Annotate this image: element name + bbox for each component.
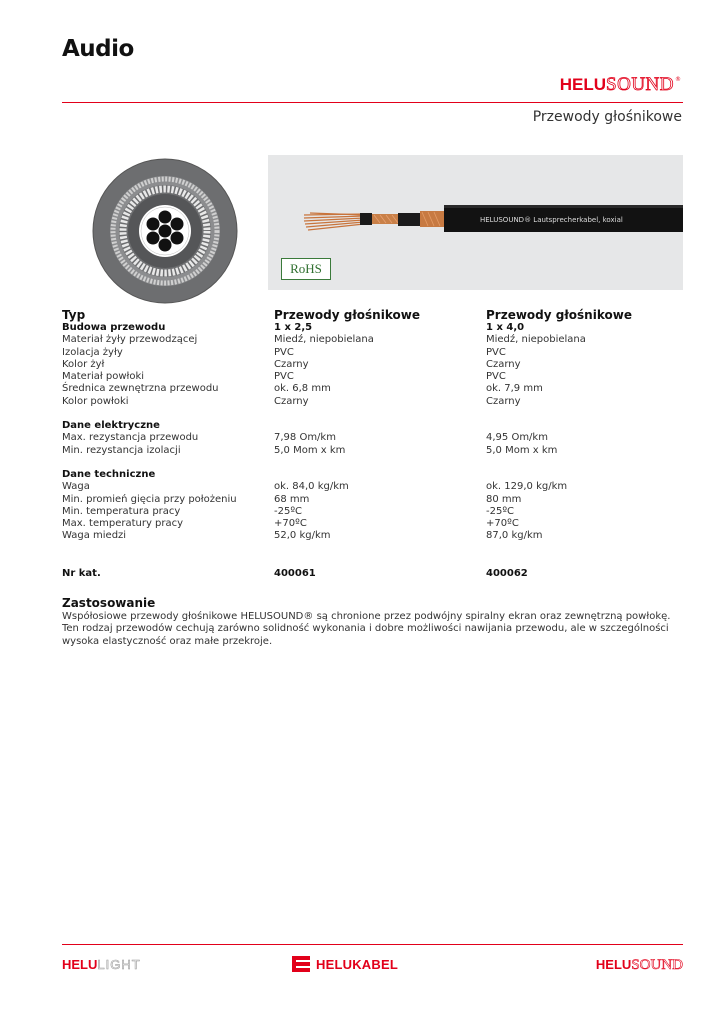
spec-cell-label: Waga miedzi xyxy=(62,530,127,542)
top-divider xyxy=(62,102,683,103)
spec-row xyxy=(62,481,702,493)
col-b-header: Przewody głośnikowe xyxy=(486,308,632,322)
spec-cell-a: PVC xyxy=(274,346,294,358)
helulight-logo xyxy=(62,958,141,972)
application-title: Zastosowanie xyxy=(62,596,156,610)
spec-cell-a: 68 mm xyxy=(274,493,310,505)
construction-a: 1 x 2,5 xyxy=(274,322,313,333)
electrical-header: Dane elektryczne xyxy=(62,420,160,432)
spec-cell-label: Min. promień gięcia przy położeniu xyxy=(62,493,237,505)
footer-left-helu: HELU xyxy=(62,957,98,972)
construction-label: Budowa przewodu xyxy=(62,322,166,333)
spec-cell-b: 87,0 kg/km xyxy=(486,530,543,542)
spec-cell-b: +70ºC xyxy=(486,518,519,530)
spec-cell-a: 5,0 Mom x km xyxy=(274,444,346,456)
spec-cell-a: 7,98 Om/km xyxy=(274,432,336,444)
cable-print-text: HELUSOUND® Lautsprecherkabel, koxial xyxy=(480,216,623,224)
footer-mid-text: HELUKABEL xyxy=(316,956,398,972)
spec-row xyxy=(62,494,702,506)
spec-cell-b: PVC xyxy=(486,346,506,358)
spec-cell-label: Materiał powłoki xyxy=(62,371,145,383)
spec-row xyxy=(62,432,702,444)
spec-cell-b: -25ºC xyxy=(486,505,515,517)
spec-cell-label: Min. rezystancja izolacji xyxy=(62,444,181,456)
spec-cell-b: ok. 7,9 mm xyxy=(486,383,543,395)
spec-cell-b: ok. 129,0 kg/km xyxy=(486,481,568,493)
logo-registered-mark: ® xyxy=(675,76,681,83)
spec-cell-label: Max. temperatury pracy xyxy=(62,518,184,530)
part-number-label: Nr kat. xyxy=(62,567,101,579)
bottom-divider xyxy=(62,944,683,945)
spec-cell-b: Czarny xyxy=(486,358,521,370)
part-number-b: 400062 xyxy=(486,567,528,579)
spec-cell-label: Max. rezystancja przewodu xyxy=(62,432,199,444)
rohs-badge: RoHS xyxy=(281,258,331,280)
page-subtitle: Przewody głośnikowe xyxy=(532,109,682,125)
typ-label: Typ xyxy=(62,308,86,322)
spec-cell-b: Miedź, niepobielana xyxy=(486,334,586,346)
spec-cell-b: 80 mm xyxy=(486,493,522,505)
spec-cell-label: Waga xyxy=(62,481,90,493)
part-number-row xyxy=(62,568,702,580)
spec-row xyxy=(62,334,702,346)
footer-helusound-logo xyxy=(596,958,683,972)
spec-cell-a: -25ºC xyxy=(274,505,303,517)
application-text: Współosiowe przewody głośnikowe HELUSOUND® są chronione przez podwójny spiralny ekran oraz zewnętrzną powłokę. Ten rodzaj przewodów cechują zarówno solidność wykonania i dobre możliwości nawijania przewodu, ale w szczególności wysoka elastyczność oraz małe przekroje. xyxy=(62,611,671,647)
construction-b: 1 x 4,0 xyxy=(486,322,525,333)
spec-cell-a: Czarny xyxy=(274,358,309,370)
helusound-logo xyxy=(560,76,681,94)
cable-cross-section-image xyxy=(92,158,238,304)
spec-cell-label: Min. temperatura pracy xyxy=(62,505,181,517)
spec-row xyxy=(62,445,702,457)
logo-helu-text: HELU xyxy=(559,75,607,94)
spec-row xyxy=(62,347,702,359)
spec-cell-a: ok. 6,8 mm xyxy=(274,383,331,395)
spec-table xyxy=(62,308,702,580)
spec-row xyxy=(62,371,702,383)
technical-header: Dane techniczne xyxy=(62,468,156,480)
spec-row xyxy=(62,383,702,395)
spec-cell-label: Kolor żył xyxy=(62,358,105,370)
spec-cell-b: 5,0 Mom x km xyxy=(486,444,558,456)
spec-row xyxy=(62,396,702,408)
spec-row xyxy=(62,359,702,371)
spec-cell-a: ok. 84,0 kg/km xyxy=(274,481,349,493)
col-a-header: Przewody głośnikowe xyxy=(274,308,420,322)
spec-row xyxy=(62,530,702,542)
helukabel-logo xyxy=(292,955,398,973)
spec-cell-label: Średnica zewnętrzna przewodu xyxy=(62,383,219,395)
spec-row xyxy=(62,506,702,518)
page-title: Audio xyxy=(62,36,134,62)
spec-cell-b: Czarny xyxy=(486,395,521,407)
spec-cell-b: 4,95 Om/km xyxy=(486,432,548,444)
spec-cell-a: Czarny xyxy=(274,395,309,407)
footer-right-sound: SOUND xyxy=(631,957,683,973)
spec-cell-label: Kolor powłoki xyxy=(62,395,129,407)
spec-cell-b: PVC xyxy=(486,371,506,383)
construction-row xyxy=(62,322,702,334)
helukabel-mark-icon xyxy=(292,956,310,972)
spec-cell-a: 52,0 kg/km xyxy=(274,530,331,542)
spec-cell-a: PVC xyxy=(274,371,294,383)
part-number-a: 400061 xyxy=(274,567,316,579)
spec-cell-label: Izolacja żyły xyxy=(62,346,123,358)
spec-cell-a: +70ºC xyxy=(274,518,307,530)
spec-header-row xyxy=(62,308,702,322)
spec-cell-a: Miedź, niepobielana xyxy=(274,334,374,346)
spec-row xyxy=(62,518,702,530)
logo-sound-text: SOUND xyxy=(606,74,674,95)
footer-right-helu: HELU xyxy=(595,957,632,972)
spec-cell-label: Materiał żyły przewodzącej xyxy=(62,334,198,346)
footer-left-light: LIGHT xyxy=(97,957,141,972)
